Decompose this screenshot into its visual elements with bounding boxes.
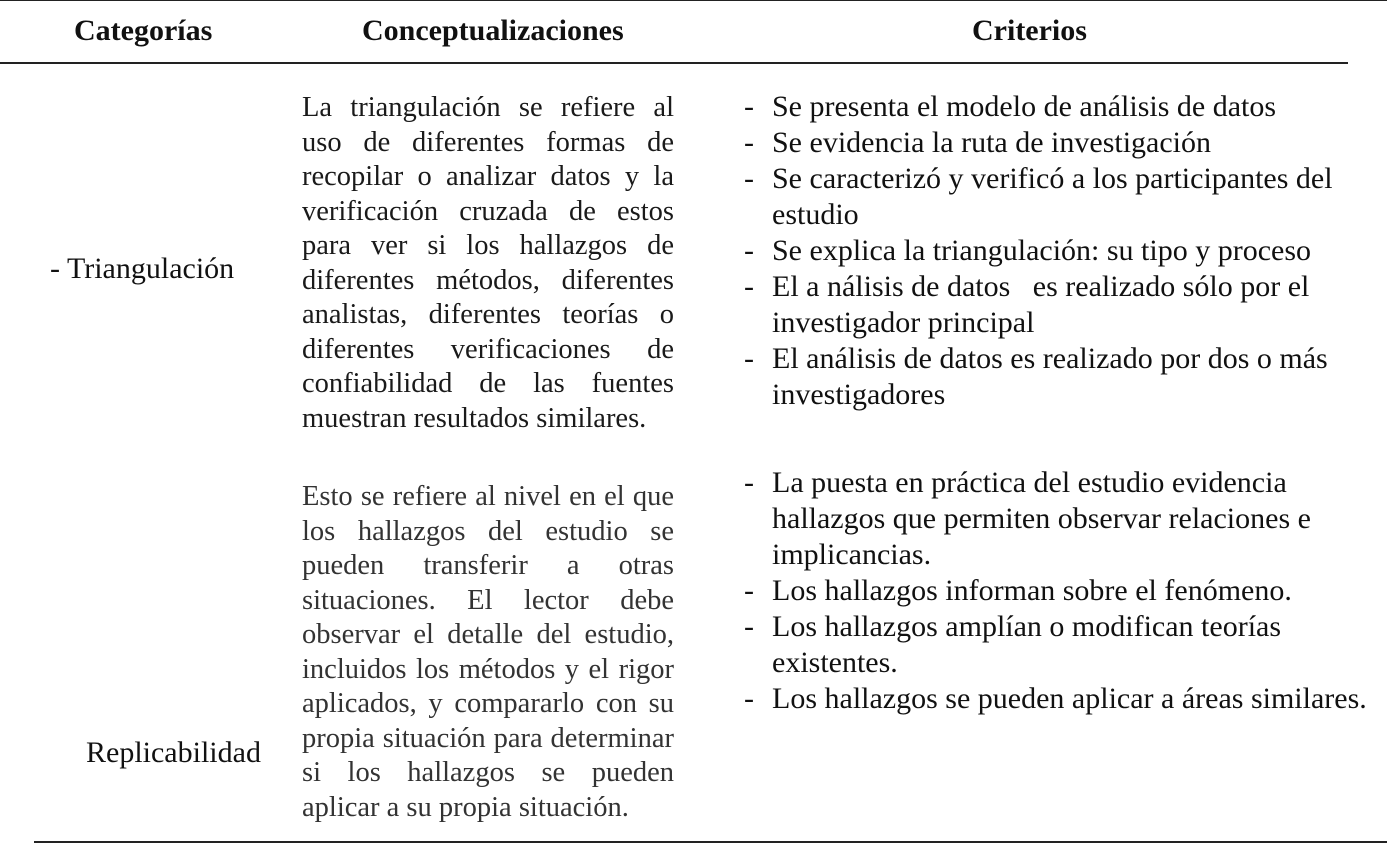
concept-replicability: Esto se refiere al nivel en el que los hallazgos del estudio se pueden transferir a otras situaciones. El lector debe observar el detalle del estudio, incluidos los métodos y el rigor aplicados, y compararlo con su propia situación para determinar si los hallazgos se pueden aplicar a su propia situación. [302,481,674,823]
criteria-item: - Los hallazgos amplían o modifican teorías existentes. [744,609,1374,681]
criteria-item: - Se explica la triangulación: su tipo y proceso [744,233,1374,269]
header-rule [0,62,1348,64]
criteria-item: - Los hallazgos se pueden aplicar a áreas similares. [744,681,1374,717]
criteria-item: - La puesta en práctica del estudio evidencia hallazgos que permiten observar relaciones e implicancias. [744,465,1374,573]
criteria-item: - Se caracterizó y verificó a los participantes del estudio [744,161,1374,233]
criteria-item: - Se evidencia la ruta de investigación [744,125,1374,161]
criteria-item: - El análisis de datos es realizado por dos o más investigadores [744,341,1374,413]
category-replicability: Replicabilidad [86,736,261,769]
category-triangulation: - Triangulación [50,252,235,285]
criteria-list-replicability [744,465,1374,717]
concept-triangulation: La triangulación se refiere al uso de diferentes formas de recopilar o analizar datos y la verificación cruzada de estos para ver si los hallazgos de diferentes métodos, diferentes analistas, diferentes teorías o diferentes verificaciones de confiabilidad de las fuentes muestran resultados similares. [302,92,674,434]
header-categories: Categorías [74,14,213,47]
header-conceptualizations: Conceptualizaciones [362,14,624,47]
bottom-rule [34,841,1387,843]
criteria-item: - Se presenta el modelo de análisis de datos [744,89,1374,125]
header-criteria: Criterios [972,14,1087,47]
top-rule [0,0,1387,1]
criteria-list-triangulation [744,89,1374,413]
criteria-item: - El a nálisis de datos es realizado sólo por el investigador principal [744,269,1374,341]
criteria-item: - Los hallazgos informan sobre el fenómeno. [744,573,1374,609]
